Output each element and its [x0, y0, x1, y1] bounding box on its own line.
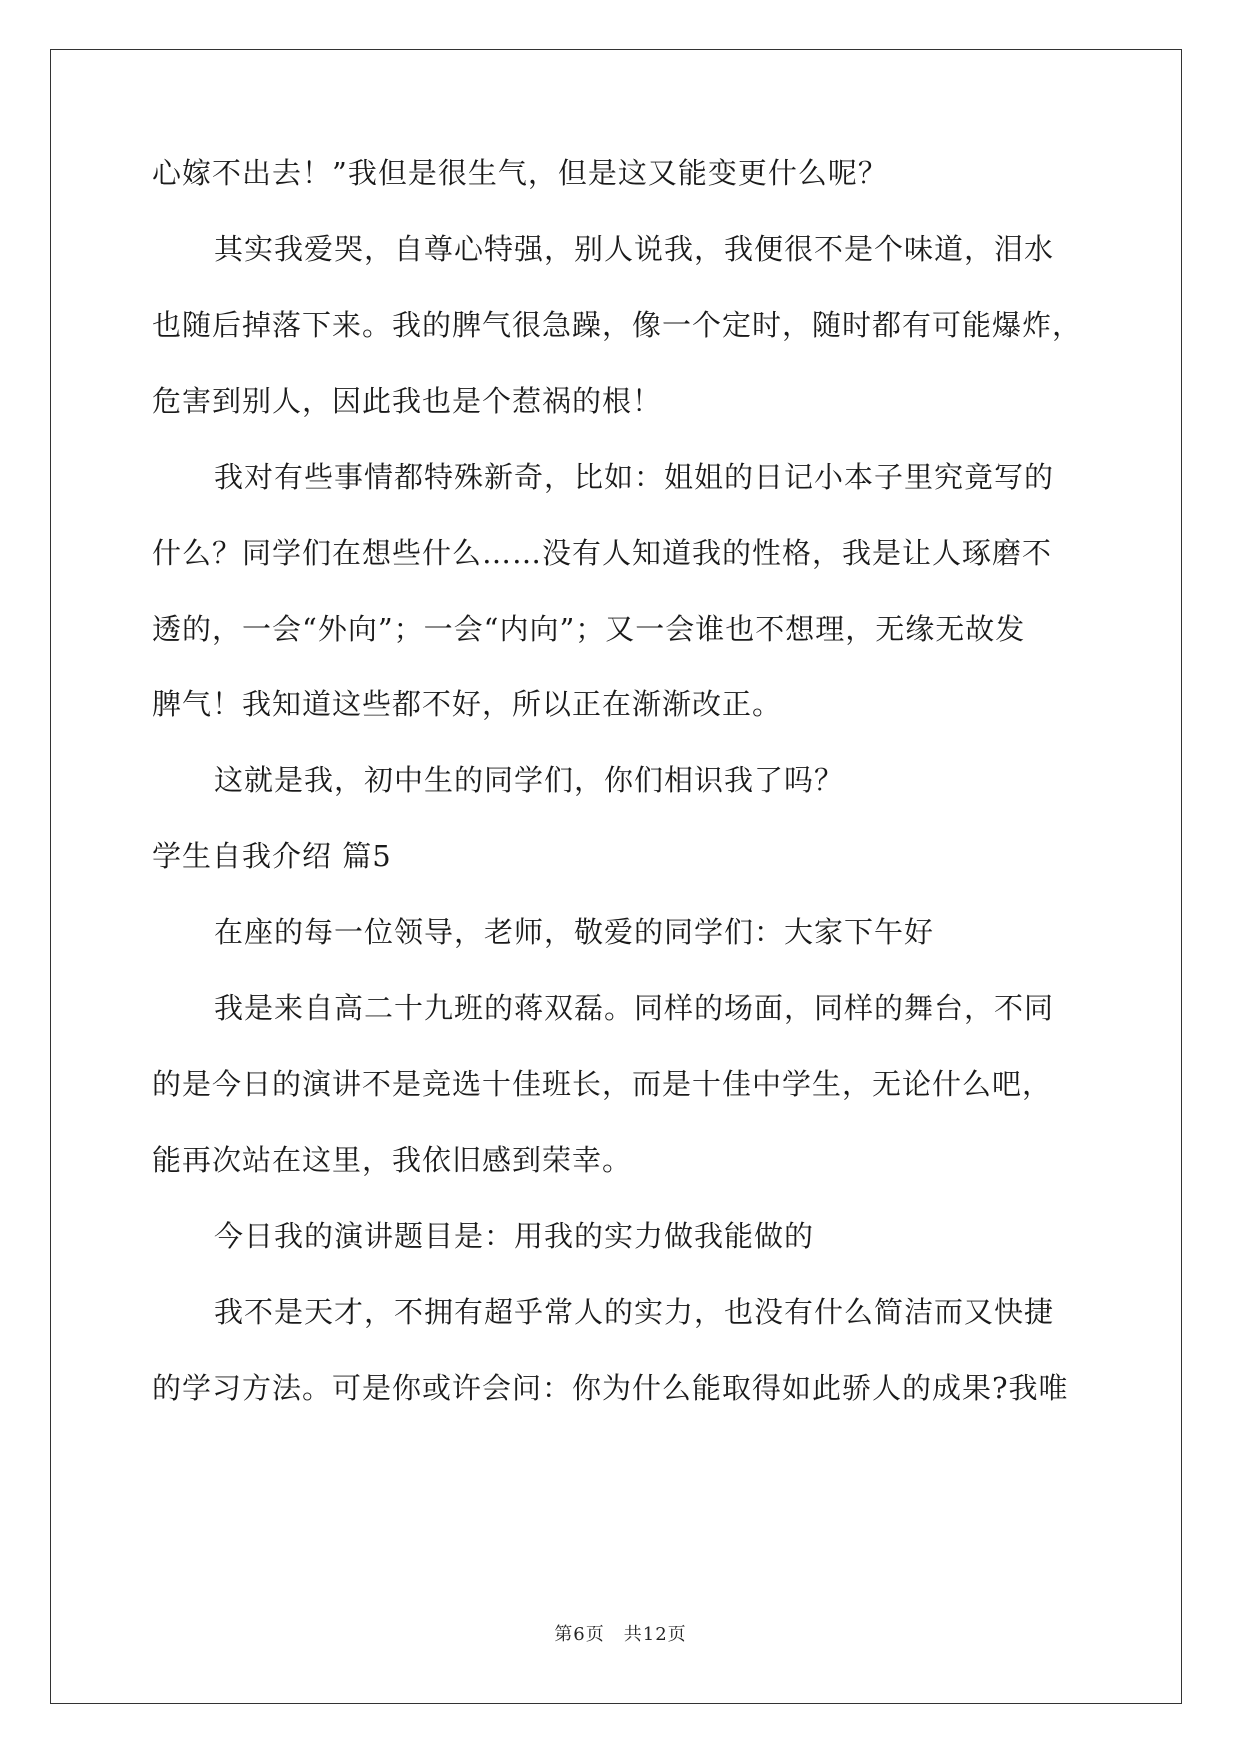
text-line: 能再次站在这里，我依旧感到荣幸。: [152, 1143, 633, 1177]
paragraph-start: 我对有些事情都特殊新奇，比如：姐姐的日记小本子里究竟写的: [214, 460, 1055, 494]
text-line: 心嫁不出去！”我但是很生气，但是这又能变更什么呢？: [152, 156, 888, 190]
text-line: 脾气！我知道这些都不好，所以正在渐渐改正。: [152, 687, 783, 721]
paragraph-start: 在座的每一位领导，老师，敬爱的同学们：大家下午好: [214, 915, 935, 949]
paragraph-start: 我不是天才，不拥有超乎常人的实力，也没有什么简洁而又快捷: [214, 1295, 1055, 1329]
text-line: 也随后掉落下来。我的脾气很急躁，像一个定时，随时都有可能爆炸，: [152, 308, 1083, 342]
page-border: [50, 49, 1182, 1704]
text-line: 什么？同学们在想些什么……没有人知道我的性格，我是让人琢磨不: [152, 536, 1053, 570]
paragraph-start: 这就是我，初中生的同学们，你们相识我了吗？: [214, 763, 845, 797]
paragraph-start: 我是来自高二十九班的蒋双磊。同样的场面，同样的舞台，不同: [214, 991, 1055, 1025]
paragraph-start: 今日我的演讲题目是：用我的实力做我能做的: [214, 1219, 815, 1253]
paragraph-start: 其实我爱哭，自尊心特强，别人说我，我便很不是个味道，泪水: [214, 232, 1055, 266]
text-line: 的是今日的演讲不是竞选十佳班长，而是十佳中学生，无论什么吧，: [152, 1067, 1053, 1101]
section-heading: 学生自我介绍 篇5: [152, 839, 392, 873]
text-line: 透的，一会“外向”；一会“内向”；又一会谁也不想理，无缘无故发: [152, 612, 1026, 646]
text-line: 危害到别人，因此我也是个惹祸的根！: [152, 384, 663, 418]
text-line: 的学习方法。可是你或许会问：你为什么能取得如此骄人的成果?我唯: [152, 1371, 1069, 1405]
page-number-footer: 第6页 共12页: [554, 1624, 687, 1645]
